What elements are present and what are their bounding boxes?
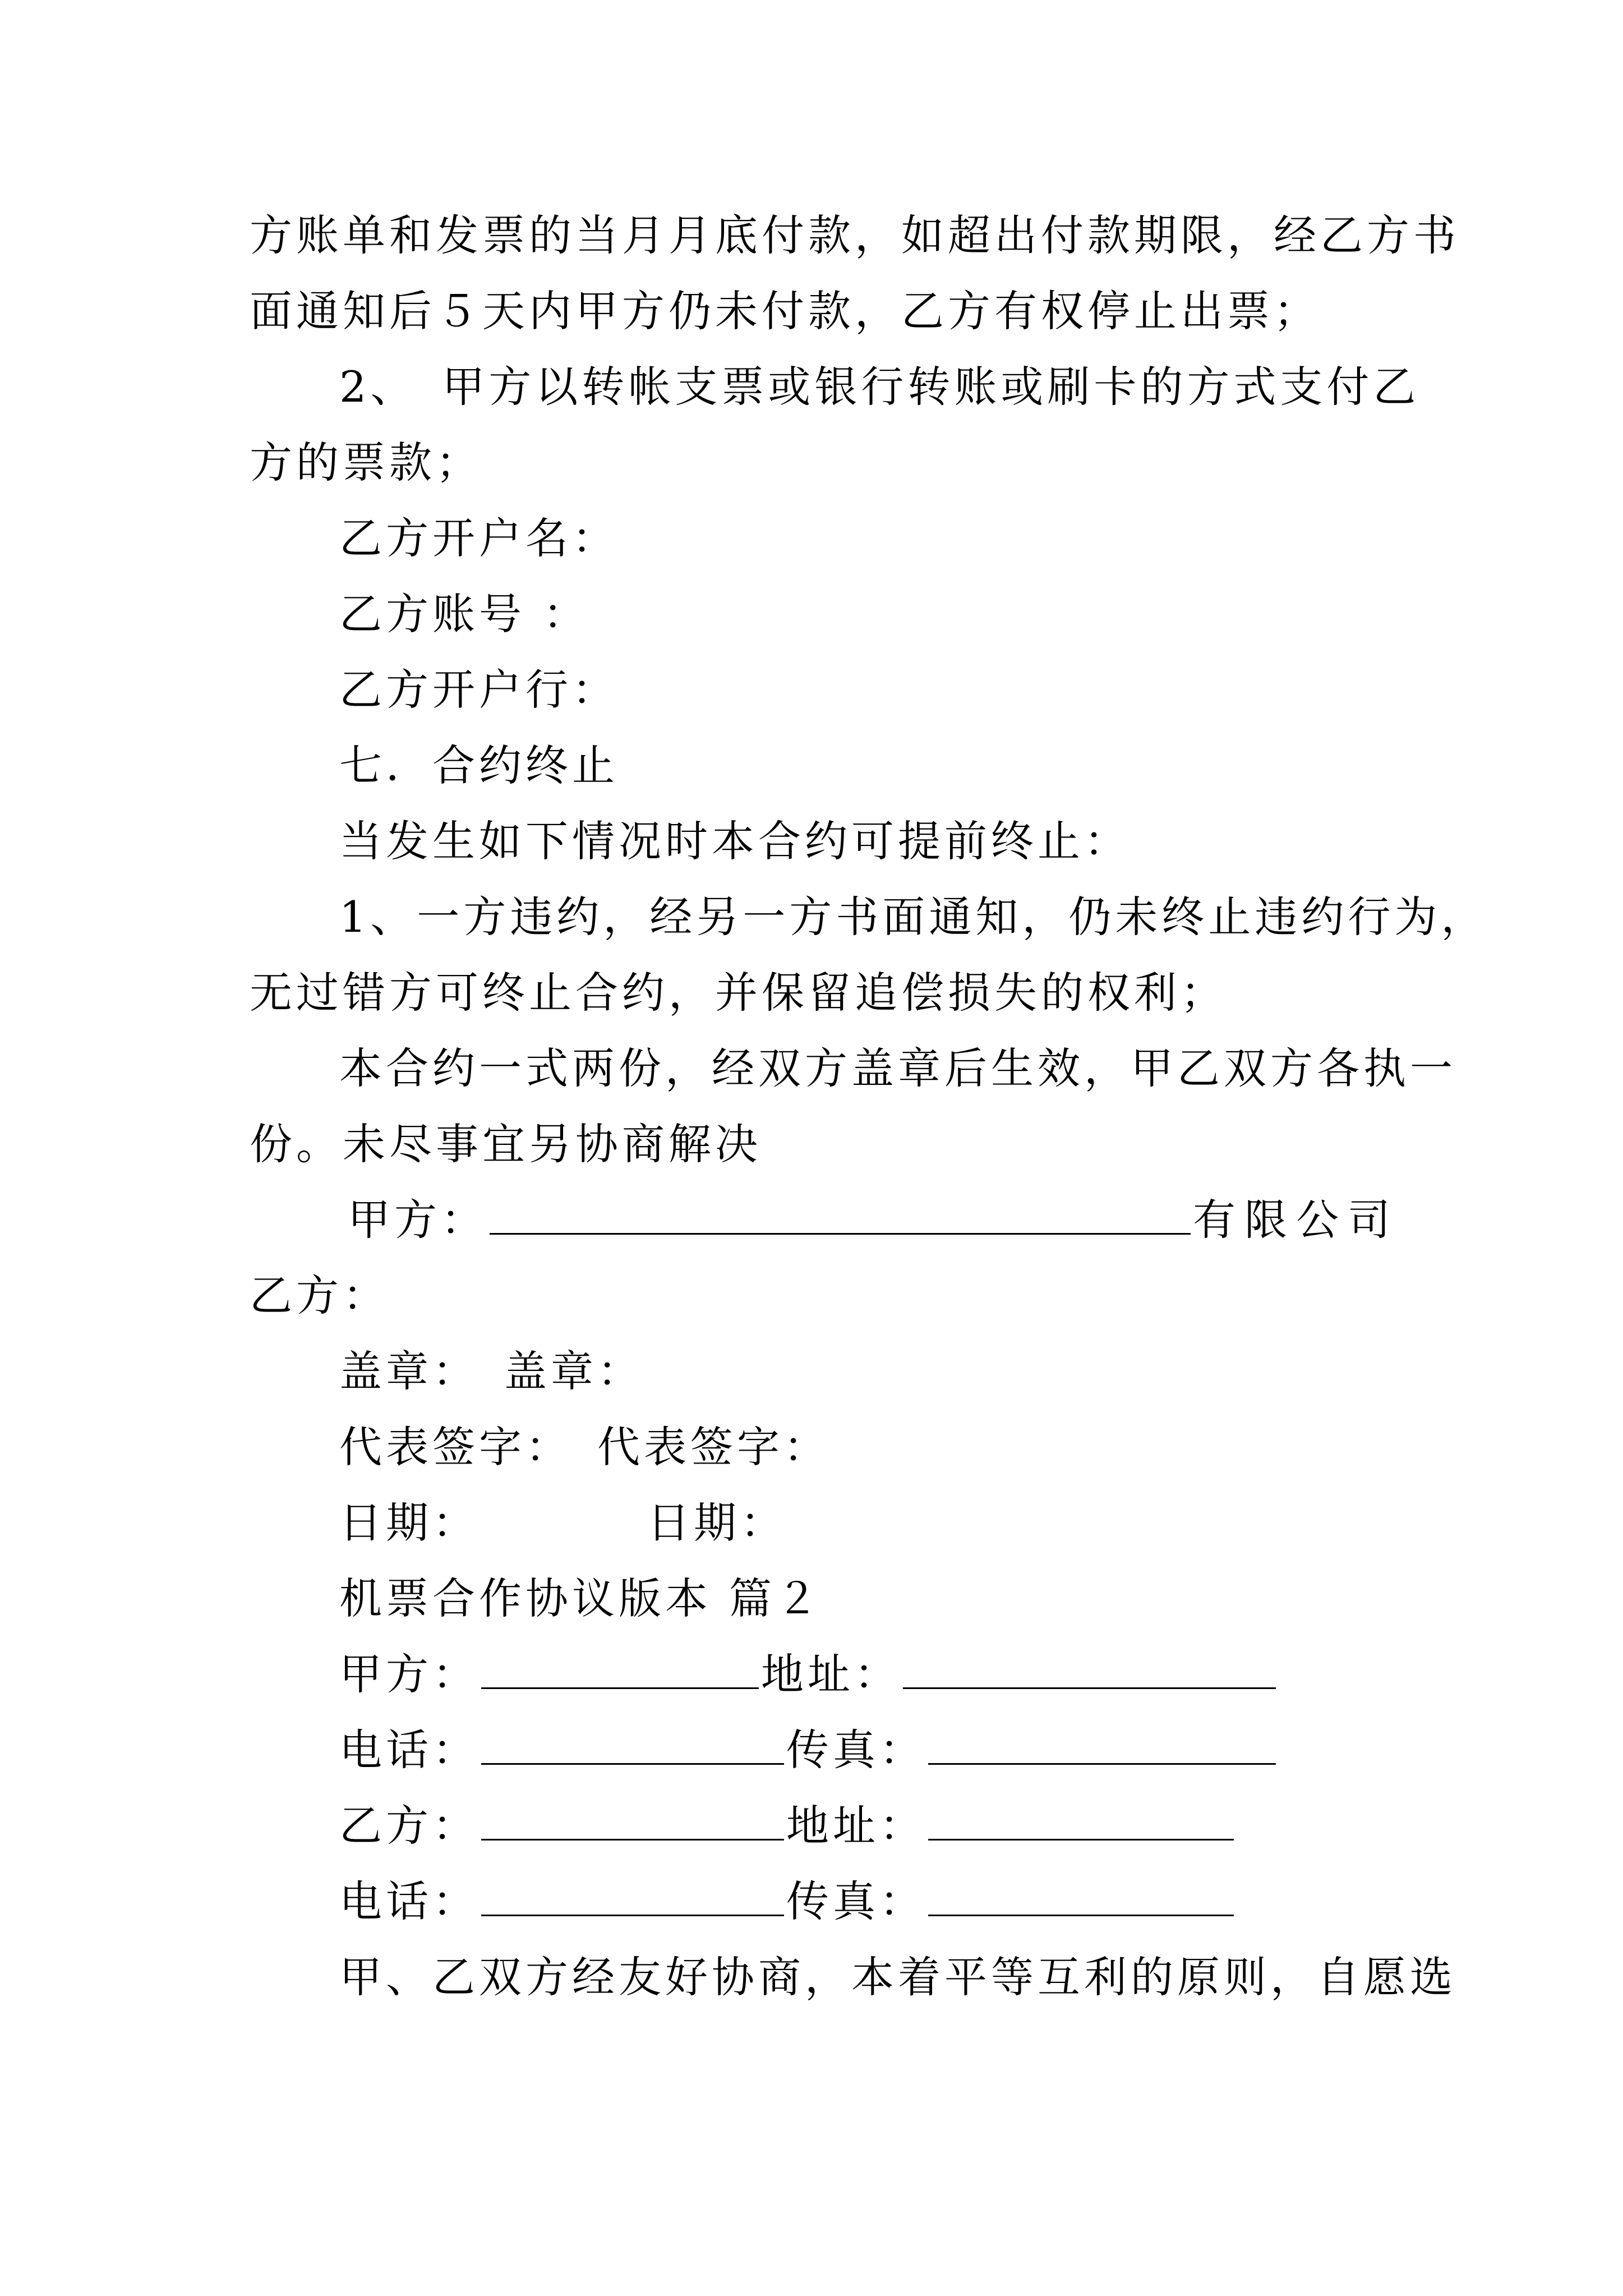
seal-line: 盖章： 盖章： [339,1346,644,1396]
agreement-2-party-a-address-label: 地址： [761,1649,901,1699]
date-a-label: 日期： [339,1498,479,1548]
agreement-2-party-b-fax-label: 传真： [786,1876,926,1926]
party-a-blank [490,1198,1191,1235]
account-number-label: 乙方账号 ： [339,589,590,639]
termination-heading: 七．合约终止 [339,740,619,790]
party-a-address-blank [903,1653,1276,1689]
agreement-2-party-a-row [339,1646,1382,1703]
payment-item-2-line-1: 2、 甲方以转帐支票或银行转账或刷卡的方式支付乙 [339,362,1420,412]
agreement-2-party-b-label: 乙方： [339,1801,479,1851]
agreement-2-party-b-address-label: 地址： [786,1801,926,1851]
payment-item-2-line-2: 方的票款； [250,438,482,487]
date-b-label: 日期： [647,1498,787,1548]
account-name-label: 乙方开户名： [339,513,619,563]
agreement-2-title: 机票合作协议版本 篇２ [339,1573,823,1623]
party-b-phone-blank [481,1880,784,1916]
representative-line: 代表签字： 代表签字： [339,1422,830,1472]
agreement-2-party-a-label: 甲方： [339,1649,479,1699]
party-a-fax-blank [928,1728,1276,1765]
agreement-2-party-a-contact-row [339,1722,1382,1778]
party-a-signature-line [348,1192,1399,1248]
agreement-2-party-b-contact-row [339,1874,1382,1930]
date-line [339,1495,1382,1551]
copies-line-1: 本合约一式两份，经双方盖章后生效，甲乙双方各执一 [339,1043,1456,1093]
agreement-2-party-b-row [339,1798,1382,1854]
party-b-label: 乙方： [250,1271,389,1320]
account-bank-label: 乙方开户行： [339,665,619,715]
party-b-fax-blank [928,1880,1234,1916]
payment-line-1: 方账单和发票的当月月底付款，如超出付款期限，经乙方书 [250,210,1460,260]
party-a-suffix: 有限公司 [1193,1195,1399,1245]
copies-line-2: 份。未尽事宜另协商解决 [250,1119,762,1169]
agreement-2-party-a-phone-label: 电话： [339,1725,479,1775]
party-b-address-blank [928,1804,1234,1841]
termination-item-1-line-2: 无过错方可终止合约，并保留追偿损失的权利； [250,968,1227,1018]
party-b-name-blank [481,1804,784,1841]
termination-item-1-line-1: 1、一方违约，经另一方书面通知，仍未终止违约行为， [339,892,1488,942]
payment-line-2: 面通知后５天内甲方仍未付款，乙方有权停止出票； [250,286,1320,336]
agreement-2-intro: 甲、乙双方经友好协商，本着平等互利的原则，自愿选 [339,1952,1456,2002]
agreement-2-party-b-phone-label: 电话： [339,1876,479,1926]
party-a-phone-blank [481,1728,784,1765]
agreement-2-party-a-fax-label: 传真： [786,1725,926,1775]
termination-intro: 当发生如下情况时本合约可提前终止： [339,816,1131,866]
party-a-label: 甲方： [348,1195,487,1245]
party-a-name-blank [481,1653,759,1689]
